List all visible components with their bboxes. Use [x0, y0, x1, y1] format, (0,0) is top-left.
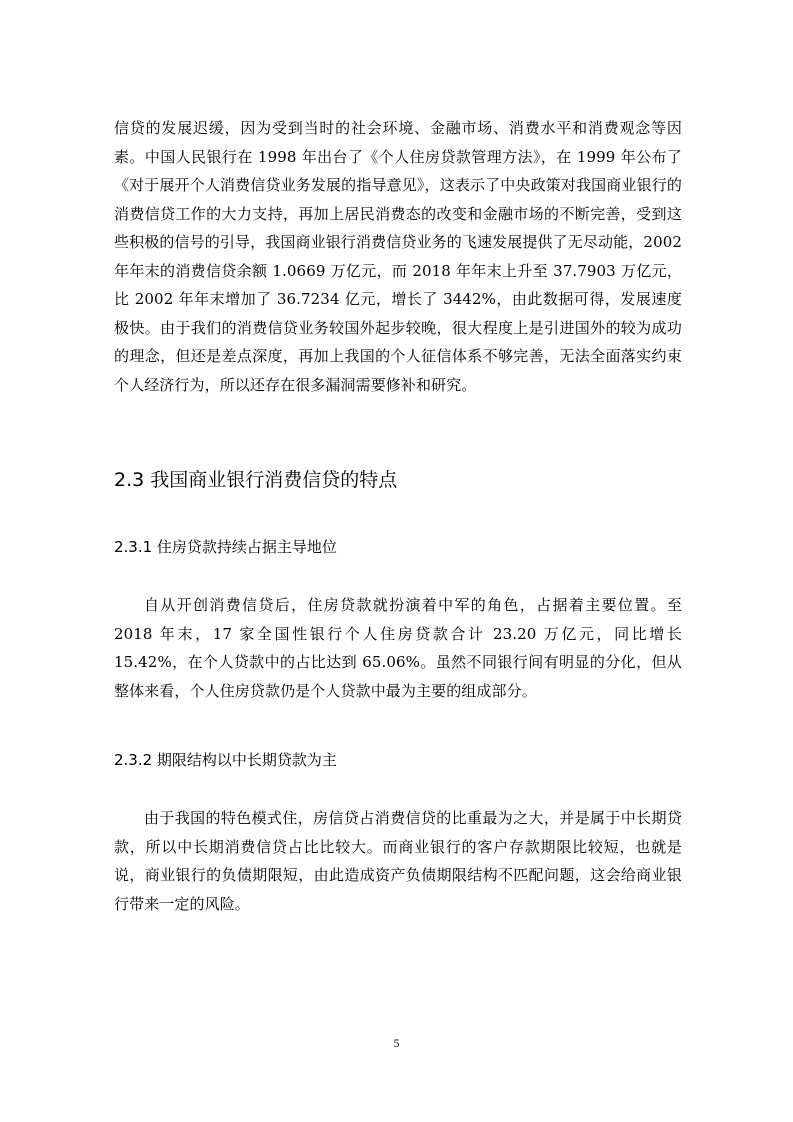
subsection-2-3-1-paragraph: 自从开创消费信贷后，住房贷款就扮演着中军的角色，占据着主要位置。至 2018 年末，17 家全国性银行个人住房贷款合计 23.20 万亿元，同比增长 15.42%，在个人贷款中的占比达到 65.06%。虽然不同银行间有明显的分化，但从整体来看，个人住房贷款仍是个人贷款中最为主要的组成部分。 — [114, 596, 682, 700]
subsection-heading-2-3-2: 2.3.2 期限结构以中长期贷款为主 — [114, 751, 337, 769]
subsection-heading-2-3-1: 2.3.1 住房贷款持续占据主导地位 — [114, 538, 337, 556]
subsection-2-3-2-paragraph: 由于我国的特色模式住，房信贷占消费信贷的比重最为之大，并是属于中长期贷款，所以中长期消费信贷占比比较大。而商业银行的客户存款期限比较短，也就是说，商业银行的负债期限短，由此造成资产负债期限结构不匹配问题，这会给商业银行带来一定的风险。 — [114, 809, 682, 913]
section-heading-2-3: 2.3 我国商业银行消费信贷的特点 — [114, 469, 398, 491]
page-number: 5 — [393, 1036, 400, 1050]
intro-paragraph: 信贷的发展迟缓，因为受到当时的社会环境、金融市场、消费水平和消费观念等因素。中国人民银行在 1998 年出台了《个人住房贷款管理方法》，在 1999 年公布了《对于展开个人消费信贷业务发展的指导意见》，这表示了中央政策对我国商业银行的消费信贷工作的大力支持，再加上居民消费态的改变和金融市场的不断完善，受到这些积极的信号的引导，我国商业银行消费信贷业务的飞速发展提供了无尽动能，2002 年年末的消费信贷余额 1.0669 万亿元，而 2018 年年末上升至 37.7903 万亿元，比 2002 年年末增加了 36.7234 亿元，增长了 3442%，由此数据可得，发展速度极快。由于我们的消费信贷业务较国外起步较晚，很大程度上是引进国外的较为成功的理念，但还是差点深度，再加上我国的个人征信体系不够完善，无法全面落实约束个人经济行为，所以还存在很多漏洞需要修补和研究。 — [114, 119, 682, 394]
